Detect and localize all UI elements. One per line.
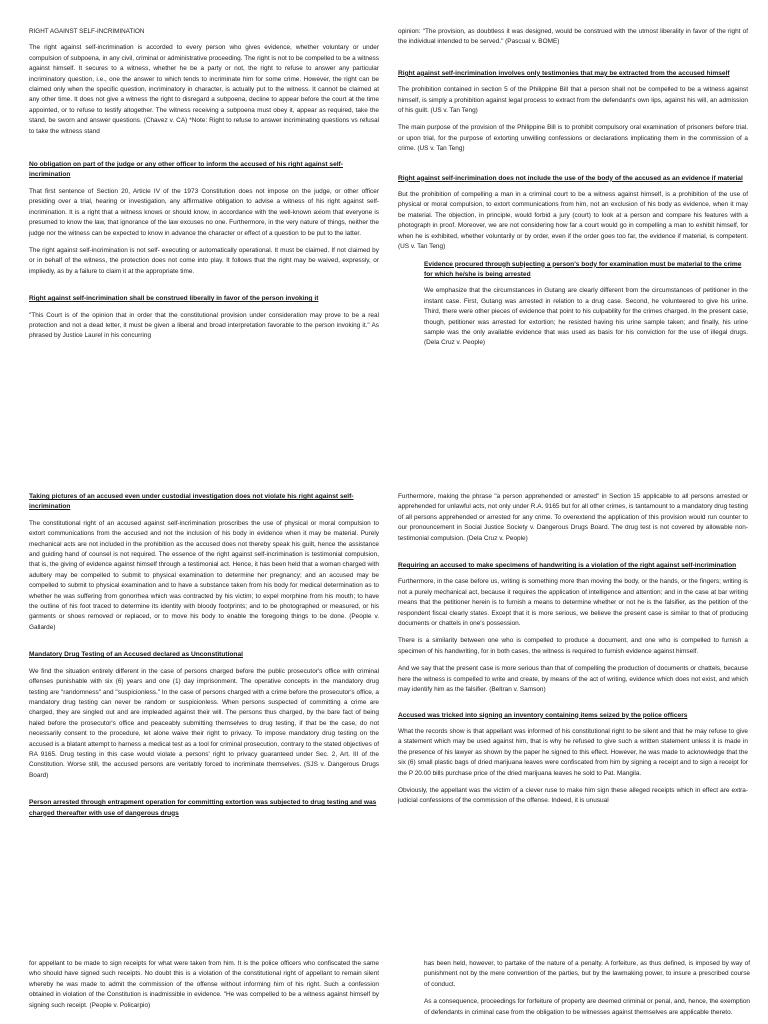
paragraph: Furthermore, in the case before us, writing is something more than moving the body, or the hands, or the fingers; writing is not a purely mechanical act, because it requires the application of intelligence and attention; and in the case at bar writing means that the petitioner herein is to furnish a means to determine whether or not he is the falsifier, as the petition of the respondent fiscal clearly states. Except that it is more serious, we believe the present case is similar to that of producing documents or chattels in one's possession. xyxy=(398,578,748,628)
paragraph: That first sentence of Section 20, Article IV of the 1973 Constitution does not impose on the judge, or other officer presiding over a trial, hearing or investigation, any affirmative obligation to advise a witness of his right against self-incrimination. It is a right that a witness knows or should know, in accordance with the well-known axiom that everyone is presumed to know the law, that ignorance of the law excuses no one. Furthermore, in the very nature of things, neither the judge nor the witness can be expected to know in advance the character or effect of a question to be put to the latter. xyxy=(29,187,379,237)
paragraph: What the records show is that appellant was informed of his constitutional right to be silent and that he may refuse to give a statement which may be used against him, that is why he refused to give such a written statement unless it is made in the presence of his lawyer as shown by the paper he signed to this effect. However, he was made to acknowledge that the six (6) small plastic bags of dried marijuana leaves were confiscated from him by signing a receipt and to sign a receipt for the P 20.00 bills purchase price of the dried marijuana leaves he sold to Pat. Mangila. xyxy=(398,727,748,777)
section-heading: Accused was tricked into signing an inventory containing items seized by the police officers xyxy=(398,711,688,719)
page-2 xyxy=(0,480,768,950)
paragraph: But the prohibition of compelling a man in a criminal court to be a witness against himself, is a prohibition of the use of physical or moral compulsion, to extort communications from him, not an exclusion of his body as evidence, when it may be material. The objection, in principle, would forbid a jury (court) to look at a person and compare his features with a photograph in proof. Moreover, we are not considering how far a court would go in compelling a man to exhibit himself, for when he is exhibited, whether voluntarily or by order, even if the order goes too far, the evidence if material, is competent. (US v. Tan Teng) xyxy=(398,191,748,251)
page-1 xyxy=(0,0,768,480)
section-heading: No obligation on part of the judge or any other officer to inform the accused of his right against self-incrimination xyxy=(29,161,343,179)
paragraph: for appellant to be made to sign receipts for what were taken from him. It is the police officers who confiscated the same who should have signed such receipts. No doubt this is a violation of the constitutional right of appellant to remain silent whereby he was made to admit the commission of the offense without informing him of his right. Such a confession obtained in violation of the Constitution is inadmissible in evidence. "He was compelled to be a witness against himself by signing such receipt. (People v. Policarpio) xyxy=(29,960,379,1009)
paragraph: The right against self-incrimination is not self- executing or automatically operational. It must be claimed. If not claimed by or in behalf of the witness, the protection does not come into play. It follows that the right may be waived, expressly, or impliedly, as by a failure to claim it at the appropriate time. xyxy=(29,246,379,275)
paragraph: "This Court is of the opinion that in order that the constitutional provision under consideration may prove to be a real protection and not a dead letter, it must be given a liberal and broad interpretation favorable to the person invoking it." As phrased by Justice Laurel in his concurring xyxy=(29,311,379,340)
paragraph: The main purpose of the provision of the Philippine Bill is to prohibit compulsory oral examination of prisoners before trial. or upon trial, for the purpose of extorting unwilling confessions or declarations implicating them in the commission of a crime. (US v. Tan Teng) xyxy=(398,124,748,153)
paragraph: We emphasize that the circumstances in Gutang are clearly different from the circumstances of petitioner in the instant case. First, Gutang was arrested in relation to a drug case. Second, he volunteered to give his urine. Third, there were other pieces of evidence that point to his culpability for the crimes charged. In the present case, though, petitioner was arrested for extortion; he resisted having his urine sample taken; and finally, his urine sample was the only available evidence that was used as basis for his conviction for the use of illegal drugs. (Dela Cruz v. People) xyxy=(424,287,748,347)
paragraph: As a consequence, proceedings for forfeiture of property are deemed criminal or penal, and, hence, the exemption of defendants in criminal case from the obligation to be witnesses against themselves are applicable thereto. xyxy=(424,998,750,1016)
page-2-left-column xyxy=(29,492,379,825)
paragraph: The prohibition contained in section 5 of the Philippine Bill that a person shall not be compelled to be a witness against himself, is simply a prohibition against legal process to extract from the defendant's own lips, against his will, an admission of his guilt. (US v. Tan Teng) xyxy=(398,86,748,115)
subsection-heading: Evidence procured through subjecting a person's body for examination must be material to the crime for which he/she is being arrested xyxy=(424,260,742,278)
section-heading: Right against self-incrimination does not include the use of the body of the accused as an evidence if material xyxy=(398,174,743,182)
paragraph: opinion: "The provision, as doubtless it was designed, would be construed with the utmost liberality in favor of the right of the individual intended to be served." (Pascual v. BOME) xyxy=(398,28,748,46)
page-3 xyxy=(0,950,768,1024)
page-3-right-column xyxy=(424,959,750,1024)
paragraph: There is a similarity between one who is compelled to produce a document, and one who is compelled to furnish a specimen of his handwriting, for in both cases, the witness is required to furnish evidence against himself. xyxy=(398,637,748,655)
paragraph: And we say that the present case is more serious than that of compelling the production of documents or chattels, because here the witness is compelled to write and create, by means of the act of writing, evidence which does not exist, and which may identify him as the falsifier. (Beltran v. Samson) xyxy=(398,665,748,694)
section-heading: Mandatory Drug Testing of an Accused declared as Unconstitutional xyxy=(29,651,243,659)
paragraph: Obviously, the appellant was the victim of a clever ruse to make him sign these alleged receipts which in effect are extra-judicial confessions of the commission of the offense. Indeed, it is unusual xyxy=(398,786,748,805)
paragraph: The constitutional right of an accused against self-incrimination proscribes the use of physical or moral compulsion to extort communications from the accused and not the inclusion of his body in evidence when it may be material. Purely mechanical acts are not included in the prohibition as the accused does not thereby speak his guilt, hence the assistance and guiding hand of counsel is not required. The essence of the right against self-incrimination is testimonial compulsion, that is, the giving of evidence against himself through a testimonial act. Hence, it has been held that a woman charged with adultery may be compelled to submit to physical examination to determine her pregnancy; and an accused may be compelled to submit to physical examination and to have a substance taken from his body for medical determination as to whether he was suffering from gonorrhea which was contracted by his victim; to expel morphine from his mouth; to have the outline of his foot traced to determine its identity with bloody footprints; and to be photographed or measured, or his garments or shoes removed or replaced, or to move his body to enable the foregoing things to be done. (People v. Gallarde) xyxy=(29,519,379,631)
section-heading: Right against self-incrimination involves only testimonies that may be extracted from the accused himself xyxy=(398,69,730,77)
page-3-left-column xyxy=(29,959,379,1018)
page-2-right-column xyxy=(398,492,748,814)
section-title: RIGHT AGAINST SELF-INCRIMINATION xyxy=(29,28,145,35)
page-1-right-column xyxy=(398,27,748,356)
paragraph: has been held, however, to partake of the nature of a penalty. A forfeiture, as thus defined, is imposed by way of punishment not by the mere convention of the parties, but by the lawmaking power, to insure a prescribed course of conduct. xyxy=(424,960,750,988)
page-1-left-column xyxy=(29,27,379,349)
section-heading: Right against self-incrimination shall be construed liberally in favor of the person invoking it xyxy=(29,295,319,303)
section-heading: Requiring an accused to make specimens of handwriting is a violation of the right against self-incrimination xyxy=(398,562,737,570)
section-heading: Taking pictures of an accused even under custodial investigation does not violate his right against self-incrimination xyxy=(29,493,354,511)
section-heading: Person arrested through entrapment operation for committing extortion was subjected to drug testing and was charged thereafter with use of dangerous drugs xyxy=(29,799,377,817)
paragraph: We find the situation entirely different in the case of persons charged before the public prosecutor's office with criminal offenses punishable with six (6) years and one (1) day imprisonment. The operative concepts in the mandatory drug testing are "randomness" and "suspicionless." In the case of persons charged with a crime before the prosecutor's office, a mandatory drug testing can never be random or suspicionless. When persons suspected of committing a crime are charged, they are singled out and are impleaded against their will. The persons thus charged, by the bare fact of being haled before the prosecutor's office and peaceably submitting themselves to drug testing, if that be the case, do not necessarily consent to the procedure, let alone waive their right to privacy. To impose mandatory drug testing on the accused is a blatant attempt to harness a medical test as a tool for criminal prosecution, contrary to the stated objectives of RA 9165. Drug testing in this case would violate a persons' right to privacy guaranteed under Sec. 2, Art. III of the Constitution. Worse still, the accused persons are veritably forced to incriminate themselves. (SJS v. Dangerous Drugs Board) xyxy=(29,667,379,779)
paragraph: Furthermore, making the phrase "a person apprehended or arrested" in Section 15 applicable to all persons arrested or apprehended for unlawful acts, not only under R.A. 9165 but for all other crimes, is tantamount to a mandatory drug testing of all persons apprehended or arrested for any crime. To overextend the application of this provision would run counter to our pronouncement in Social Justice Society v. Dangerous Drugs Board. The drug test is not covered by allowable non-testimonial compulsion. (Dela Cruz v. People) xyxy=(398,493,748,542)
paragraph: The right against self-incrimination is accorded to every person who gives evidence, whether voluntary or under compulsion of subpoena, in any civil, criminal or administrative proceeding. The right is not to be compelled to be a witness against himself. It secures to a witness, whether he be a party or not, the right to refuse to answer any particular incriminatory question, i.e., one the answer to which tends to incriminate him for some crime. However, the right can be claimed only when the specific question, incriminatory in character, is actually put to the witness. It cannot be claimed at any other time. It does not give a witness the right to disregard a subpoena, decline to appear before the court at the time appointed, or to refuse to testify altogether. The witness receiving a subpoena must obey it, appear as required, take the stand, be sworn and answer questions. (Chavez v. CA) *Note: Right to refuse to answer incriminating questions vs refusal to take the witness stand xyxy=(29,44,379,135)
